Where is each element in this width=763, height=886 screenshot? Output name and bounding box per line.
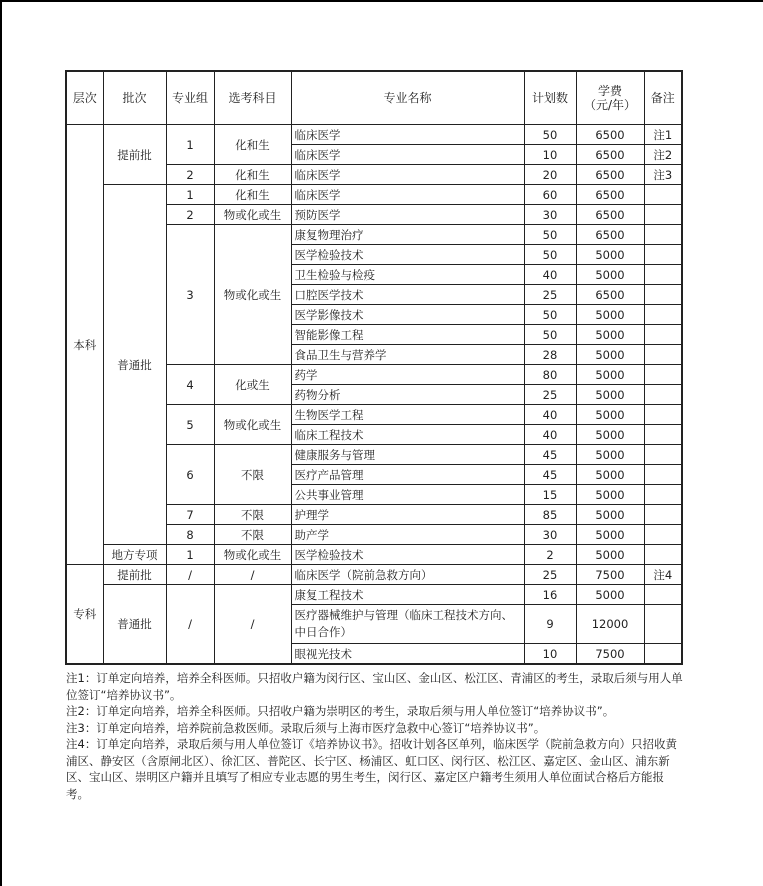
- plan-cell: 50: [524, 245, 576, 265]
- header-fee: [576, 71, 644, 125]
- footnote-3: 注3：订单定向培养，培养院前急救医师。录取后须与上海市医疗急救中心签订“培养协议书”。: [66, 720, 546, 735]
- remark-cell: [644, 644, 682, 665]
- fee-cell: 6500: [576, 185, 644, 205]
- remark-cell: [644, 405, 682, 425]
- footnote-2: 注2：订单定向培养，培养全科医师。只招收户籍为崇明区的考生，录取后须与用人单位签订“培养协议书”。: [66, 704, 615, 718]
- major-cell: 临床医学: [291, 165, 524, 185]
- remark-cell: [644, 265, 682, 285]
- fee-cell: 5000: [576, 265, 644, 285]
- fee-cell: 12000: [576, 605, 644, 644]
- plan-cell: 25: [524, 385, 576, 405]
- subjects-cell: 不限: [214, 445, 291, 505]
- plan-cell: 10: [524, 145, 576, 165]
- major-cell: 医学检验技术: [291, 245, 524, 265]
- table-row: [66, 565, 682, 585]
- major-cell: 生物医学工程: [291, 405, 524, 425]
- page-border-top: [0, 0, 763, 2]
- major-cell: 临床医学: [291, 145, 524, 165]
- plan-cell: 16: [524, 585, 576, 605]
- batch-cell-early: 提前批: [103, 125, 166, 185]
- group-cell: 2: [166, 165, 214, 185]
- major-cell: 助产学: [291, 525, 524, 545]
- fee-cell: 5000: [576, 305, 644, 325]
- fee-cell: 6500: [576, 205, 644, 225]
- batch-cell-zk-regular: 普通批: [103, 585, 166, 665]
- remark-cell: [644, 285, 682, 305]
- fee-cell: 5000: [576, 445, 644, 465]
- remark-cell: [644, 525, 682, 545]
- fee-cell: 5000: [576, 505, 644, 525]
- remark-cell: 注3: [644, 165, 682, 185]
- level-cell-benke: 本科: [66, 125, 103, 565]
- table-row: [66, 585, 682, 605]
- fee-cell: 6500: [576, 145, 644, 165]
- remark-cell: [644, 325, 682, 345]
- remark-cell: [644, 445, 682, 465]
- remark-cell: [644, 545, 682, 565]
- fee-cell: 5000: [576, 485, 644, 505]
- major-cell: 医学影像技术: [291, 305, 524, 325]
- fee-cell: 5000: [576, 545, 644, 565]
- plan-cell: 2: [524, 545, 576, 565]
- plan-cell: 45: [524, 465, 576, 485]
- header-fee-line2: （元/年）: [583, 98, 637, 112]
- fee-cell: 6500: [576, 285, 644, 305]
- major-cell: 药学: [291, 365, 524, 385]
- major-cell: 健康服务与管理: [291, 445, 524, 465]
- remark-cell: [644, 345, 682, 365]
- subjects-cell: 化和生: [214, 125, 291, 165]
- major-cell: 口腔医学技术: [291, 285, 524, 305]
- major-cell: 卫生检验与检疫: [291, 265, 524, 285]
- subjects-cell: 化和生: [214, 185, 291, 205]
- plan-cell: 10: [524, 644, 576, 665]
- header-major: 专业名称: [291, 71, 524, 125]
- major-cell: 临床工程技术: [291, 425, 524, 445]
- group-cell: 1: [166, 125, 214, 165]
- major-cell: 食品卫生与营养学: [291, 345, 524, 365]
- group-cell: /: [166, 565, 214, 585]
- table-header-row: [66, 71, 682, 125]
- table-row: [66, 545, 682, 565]
- header-group: 专业组: [166, 71, 214, 125]
- remark-cell: [644, 365, 682, 385]
- subjects-cell: /: [214, 565, 291, 585]
- group-cell: /: [166, 585, 214, 665]
- major-cell: 医疗产品管理: [291, 465, 524, 485]
- group-cell: 4: [166, 365, 214, 405]
- major-cell: 医疗器械维护与管理（临床工程技术方向、中日合作）: [291, 605, 524, 644]
- major-cell: 临床医学: [291, 125, 524, 145]
- header-fee-line1: 学费: [597, 84, 622, 98]
- page-border-left: [0, 0, 2, 886]
- group-cell: 6: [166, 445, 214, 505]
- footnote-4: 注4：订单定向培养，录取后须与用人单位签订《培养协议书》。招收计划各区单列，临床医学（院前急救方向）只招收黄浦区、静安区（含原闸北区）、徐汇区、普陀区、长宁区、杨浦区、虹口区、闵行区、松江区、嘉定区、金山区、浦东新区、宝山区、崇明区户籍并且填写了相应专业志愿的男生考生，闵行区、嘉定区户籍考生须用人单位面试合格后方能报考。: [66, 737, 678, 801]
- subjects-cell: 化或生: [214, 365, 291, 405]
- remark-cell: [644, 505, 682, 525]
- subjects-cell: 物或化或生: [214, 225, 291, 365]
- fee-cell: 5000: [576, 465, 644, 485]
- header-plan: 计划数: [524, 71, 576, 125]
- fee-cell: 5000: [576, 585, 644, 605]
- fee-cell: 5000: [576, 385, 644, 405]
- group-cell: 7: [166, 505, 214, 525]
- fee-cell: 6500: [576, 225, 644, 245]
- major-cell: 预防医学: [291, 205, 524, 225]
- table-row: [66, 185, 682, 205]
- plan-cell: 85: [524, 505, 576, 525]
- enrollment-plan-table: [65, 70, 683, 665]
- fee-cell: 6500: [576, 125, 644, 145]
- remark-cell: [644, 305, 682, 325]
- plan-cell: 80: [524, 365, 576, 385]
- remark-cell: [644, 485, 682, 505]
- fee-cell: 5000: [576, 405, 644, 425]
- major-cell: 临床医学: [291, 185, 524, 205]
- plan-cell: 50: [524, 125, 576, 145]
- plan-cell: 9: [524, 605, 576, 644]
- plan-cell: 40: [524, 405, 576, 425]
- major-cell: 康复工程技术: [291, 585, 524, 605]
- group-cell: 5: [166, 405, 214, 445]
- footnote-1: 注1：订单定向培养，培养全科医师。只招收户籍为闵行区、宝山区、金山区、松江区、青浦区的考生，录取后须与用人单位签订“培养协议书”。: [66, 671, 683, 702]
- plan-cell: 50: [524, 325, 576, 345]
- batch-cell-regular: 普通批: [103, 185, 166, 545]
- subjects-cell: 化和生: [214, 165, 291, 185]
- header-remark: 备注: [644, 71, 682, 125]
- plan-cell: 45: [524, 445, 576, 465]
- header-subjects: 选考科目: [214, 71, 291, 125]
- fee-cell: 7500: [576, 565, 644, 585]
- plan-cell: 50: [524, 225, 576, 245]
- remark-cell: 注2: [644, 145, 682, 165]
- fee-cell: 6500: [576, 165, 644, 185]
- remark-cell: [644, 465, 682, 485]
- remark-cell: [644, 605, 682, 644]
- major-cell: 康复物理治疗: [291, 225, 524, 245]
- major-cell: 药物分析: [291, 385, 524, 405]
- remark-cell: [644, 185, 682, 205]
- fee-cell: 7500: [576, 644, 644, 665]
- major-cell: 医学检验技术: [291, 545, 524, 565]
- fee-cell: 5000: [576, 425, 644, 445]
- plan-cell: 60: [524, 185, 576, 205]
- fee-cell: 5000: [576, 365, 644, 385]
- remark-cell: 注4: [644, 565, 682, 585]
- plan-cell: 25: [524, 285, 576, 305]
- footnotes: [66, 670, 686, 802]
- fee-cell: 5000: [576, 345, 644, 365]
- subjects-cell: 物或化或生: [214, 205, 291, 225]
- header-batch: 批次: [103, 71, 166, 125]
- subjects-cell: 物或化或生: [214, 405, 291, 445]
- plan-cell: 15: [524, 485, 576, 505]
- remark-cell: [644, 225, 682, 245]
- major-cell: 护理学: [291, 505, 524, 525]
- group-cell: 3: [166, 225, 214, 365]
- group-cell: 8: [166, 525, 214, 545]
- major-cell: 眼视光技术: [291, 644, 524, 665]
- remark-cell: 注1: [644, 125, 682, 145]
- plan-cell: 40: [524, 425, 576, 445]
- group-cell: 1: [166, 545, 214, 565]
- subjects-cell: 不限: [214, 525, 291, 545]
- group-cell: 2: [166, 205, 214, 225]
- plan-cell: 20: [524, 165, 576, 185]
- plan-cell: 30: [524, 525, 576, 545]
- header-level: 层次: [66, 71, 103, 125]
- subjects-cell: /: [214, 585, 291, 665]
- major-cell: 临床医学（院前急救方向）: [291, 565, 524, 585]
- remark-cell: [644, 245, 682, 265]
- group-cell: 1: [166, 185, 214, 205]
- remark-cell: [644, 205, 682, 225]
- plan-cell: 25: [524, 565, 576, 585]
- major-cell: 智能影像工程: [291, 325, 524, 345]
- batch-cell-zk-early: 提前批: [103, 565, 166, 585]
- level-cell-zhuanke: 专科: [66, 565, 103, 665]
- plan-cell: 40: [524, 265, 576, 285]
- batch-cell-local: 地方专项: [103, 545, 166, 565]
- plan-cell: 30: [524, 205, 576, 225]
- subjects-cell: 物或化或生: [214, 545, 291, 565]
- remark-cell: [644, 385, 682, 405]
- major-cell: 公共事业管理: [291, 485, 524, 505]
- remark-cell: [644, 425, 682, 445]
- subjects-cell: 不限: [214, 505, 291, 525]
- plan-cell: 50: [524, 305, 576, 325]
- remark-cell: [644, 585, 682, 605]
- fee-cell: 5000: [576, 325, 644, 345]
- fee-cell: 5000: [576, 245, 644, 265]
- plan-cell: 28: [524, 345, 576, 365]
- fee-cell: 5000: [576, 525, 644, 545]
- table-row: [66, 125, 682, 145]
